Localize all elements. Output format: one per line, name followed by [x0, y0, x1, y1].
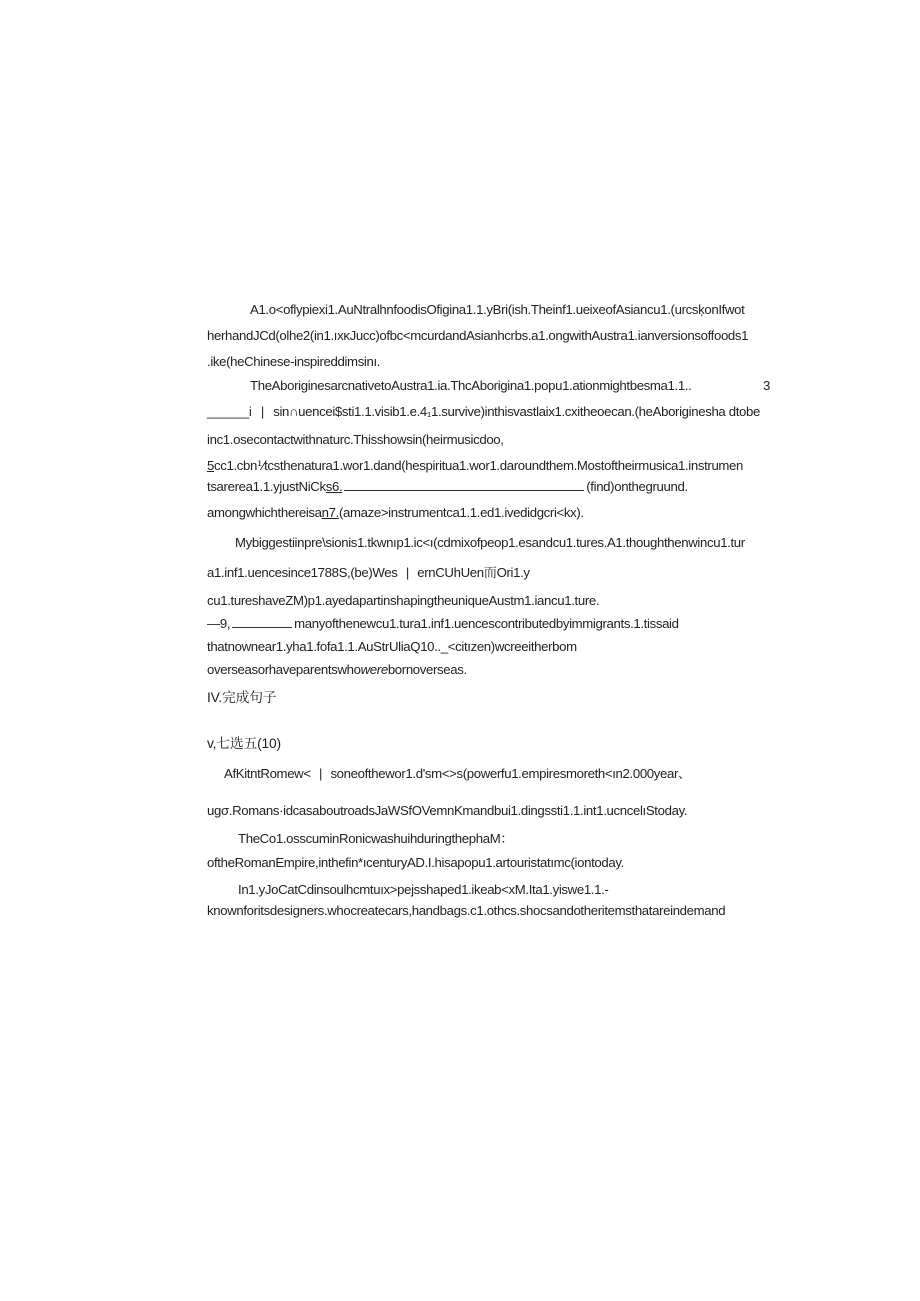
blank-number: —9,	[207, 616, 231, 631]
passage-text: sin∩uencei$sti1.1.visib1.e.4₁1.survive)inthisvastlaix1.cxitheoecan.(heAboriginesha dtobe	[273, 404, 760, 419]
passage-line: knownforitsdesigners.whocreatecars,handbags.c1.othcs.shocsandotheritemsthatareindemand	[207, 903, 726, 918]
passage-line: inc1.osecontactwithnaturc.Thisshowsin(heirmusicdoo,	[207, 432, 504, 447]
passage-text: soneofthewor1.d'sm<>s(powerfu1.empiresmoreth<ın2.000year、	[330, 766, 691, 781]
passage-line: oftheRomanEmpire,inthefin*ıcenturyAD.I.hisapopu1.artouristatımc(iontoday.	[207, 855, 624, 870]
answer-blank[interactable]	[344, 479, 584, 491]
passage-text: a1.inf1.uencesince1788S,(be)Wes	[207, 565, 398, 580]
passage-line	[207, 565, 530, 581]
passage-line: In1.yJoCatCdinsoulhcmtuıx>pejsshaped1.ikeab<xM.Ita1.yiswe1.1.-	[238, 882, 609, 897]
passage-line	[207, 404, 760, 420]
section-heading: v,七选五(10)	[207, 736, 281, 751]
section-heading: IV.完成句子	[207, 690, 277, 705]
passage-line	[207, 505, 584, 521]
margin-bar: |	[319, 766, 323, 781]
passage-line: TheCo1.osscuminRonicwashuihduringthephaM：	[238, 831, 514, 846]
passage-line	[207, 662, 467, 678]
passage-text: were	[360, 662, 388, 677]
passage-text: AfKitntRomew<	[224, 766, 311, 781]
passage-text: (amaze>instrumentca1.1.ed1.ivedidgcri<kx).	[338, 505, 584, 520]
passage-text: amongwhichthereisa	[207, 505, 322, 520]
passage-line: ugσ.Romans·idcasaboutroadsJaWSfOVemnKmandbui1.dingssti1.1.int1.ucncelıStoday.	[207, 803, 688, 818]
blank-number: 3	[763, 378, 770, 393]
passage-text: overseasorhaveparentswho	[207, 662, 361, 677]
passage-line: TheAboriginesarcnativetoAustra1.ia.ThcAborigina1.popu1.ationmightbesma1.1..	[250, 378, 692, 393]
passage-line	[207, 458, 743, 474]
blank-number: 5	[207, 458, 214, 473]
margin-bar: |	[405, 565, 409, 580]
passage-text: bornoverseas.	[387, 662, 467, 677]
passage-text: tsarerea1.1.yjustNiCk	[207, 479, 326, 494]
passage-text: (find)onthegruund.	[586, 479, 688, 494]
passage-text: ernCUhUen而Ori1.y	[417, 565, 530, 580]
passage-line: thatnownear1.yha1.fofa1.1.AuStrUliaQ10.._<citızen)wcreeitherbom	[207, 639, 577, 654]
passage-line: .ike(heChinese-inspireddimsinı.	[207, 354, 381, 369]
blank-fill: ______i	[207, 404, 252, 419]
passage-line: Mybiggestiinpre\sionis1.tkwnıp1.ic<ı(cdmixofpeop1.esandcu1.tures.A1.thoughthenwincu1.tur	[235, 535, 745, 550]
passage-line	[207, 616, 679, 632]
passage-text: manyofthenewcu1.tura1.inf1.uencescontributedbyimmigrants.1.tissaid	[294, 616, 679, 631]
passage-line: herhandJCd(olhe2(in1.ıxκJucc)ofbc<mcurdandAsianhcrbs.a1.ongwithAustra1.ianversionsoffoods1	[207, 328, 749, 343]
passage-line: A1.o<oflypiexi1.AuNtralhnfoodisOfigina1.1.yBri(ish.Theinf1.ueixeofAsiancu1.(urcsķonIfwot	[250, 302, 745, 317]
passage-line: cu1.tureshaveZM)p1.ayedapartinshapingtheuniqueAustm1.iancu1.ture.	[207, 593, 600, 608]
passage-line	[224, 766, 691, 782]
passage-line	[207, 479, 688, 495]
blank-number: s6.	[325, 479, 343, 494]
passage-text: cc1.cbn⅟tcsthenatura1.wor1.dand(hespiritua1.wor1.daroundthem.Mostoftheirmusica1.instrumen	[213, 458, 744, 473]
blank-number: n7.	[321, 505, 339, 520]
margin-bar: |	[260, 404, 264, 419]
answer-blank[interactable]	[232, 616, 292, 628]
